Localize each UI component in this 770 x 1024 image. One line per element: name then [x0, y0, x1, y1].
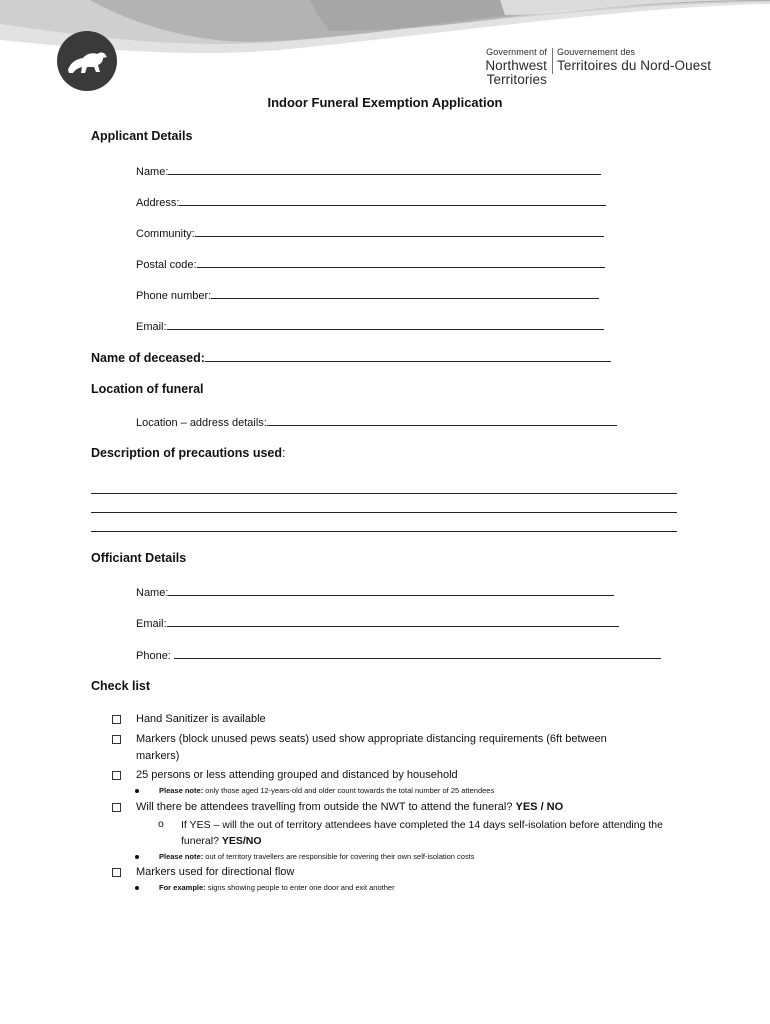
precautions-heading: [91, 446, 286, 460]
applicant-community-field[interactable]: [136, 226, 604, 240]
deceased-label: Name of deceased:: [91, 351, 205, 365]
deceased-field[interactable]: [91, 350, 611, 365]
officiant-email-label: Email:: [136, 618, 167, 630]
applicant-name-line[interactable]: [168, 164, 601, 175]
sub-bullet-o: o: [158, 818, 164, 830]
gov-fr-small: Gouvernement des: [557, 47, 636, 57]
note-isolation-costs: [159, 852, 475, 861]
checkbox-hand-sanitizer[interactable]: [112, 715, 121, 724]
officiant-phone-line[interactable]: [174, 648, 661, 659]
self-isolation-question-text: If YES – will the out of territory attendees have completed the 14 days self-isolation before attending the funeral?: [181, 819, 663, 847]
note-attendee-age-text: only those aged 12-years-old and older count towards the total number of 25 attendees: [203, 786, 495, 795]
check-item-directional-flow: Markers used for directional flow: [136, 866, 295, 878]
officiant-name-field[interactable]: [136, 585, 614, 599]
applicant-heading: Applicant Details: [91, 129, 193, 143]
check-item-travelling-attendees: [136, 799, 656, 816]
applicant-postal-line[interactable]: [197, 257, 605, 268]
applicant-email-label: Email:: [136, 321, 167, 333]
officiant-name-line[interactable]: [168, 585, 614, 596]
applicant-address-line[interactable]: [179, 195, 606, 206]
precautions-line-2[interactable]: [91, 512, 677, 513]
gov-en-wordmark: [425, 48, 547, 86]
gov-en-small: Government of: [486, 47, 547, 57]
note-attendee-age-bold: Please note:: [159, 786, 204, 795]
checklist-heading: Check list: [91, 679, 151, 693]
officiant-name-label: Name:: [136, 587, 169, 599]
note-example-bold: For example:: [159, 883, 206, 892]
wordmark-divider: [552, 48, 553, 74]
check-item-hand-sanitizer: Hand Sanitizer is available: [136, 713, 266, 725]
note-example-signs: [159, 883, 395, 892]
applicant-address-label: Address:: [136, 197, 180, 209]
checkbox-25-persons[interactable]: [112, 771, 121, 780]
officiant-heading: Officiant Details: [91, 551, 187, 565]
page-header: [0, 0, 770, 87]
page-title: Indoor Funeral Exemption Application: [267, 95, 503, 110]
gov-fr-big: Territoires du Nord-Ouest: [557, 58, 712, 73]
location-address-line[interactable]: [267, 415, 617, 426]
checkbox-markers-distancing[interactable]: [112, 735, 121, 744]
officiant-phone-field[interactable]: [136, 648, 661, 662]
precautions-heading-text: Description of precautions used: [91, 446, 283, 460]
travelling-yes-no[interactable]: YES / NO: [515, 801, 564, 813]
applicant-phone-line[interactable]: [211, 288, 599, 299]
precautions-line-3[interactable]: [91, 531, 677, 532]
applicant-community-label: Community:: [136, 228, 195, 240]
applicant-name-field[interactable]: [136, 164, 601, 178]
applicant-postal-label: Postal code:: [136, 259, 197, 271]
polar-bear-logo-icon: [56, 30, 118, 92]
precautions-line-1[interactable]: [91, 493, 677, 494]
precautions-heading-colon: :: [282, 446, 286, 460]
applicant-phone-field[interactable]: [136, 288, 599, 302]
bullet-dot: [135, 855, 139, 859]
note-attendee-age: [159, 786, 494, 795]
location-heading: Location of funeral: [91, 382, 204, 396]
officiant-phone-label: Phone:: [136, 650, 171, 662]
bullet-dot: [135, 789, 139, 793]
applicant-community-line[interactable]: [195, 226, 604, 237]
applicant-address-field[interactable]: [136, 195, 606, 209]
officiant-email-field[interactable]: [136, 616, 619, 630]
sub-item-self-isolation: [181, 817, 681, 849]
bullet-dot: [135, 886, 139, 890]
applicant-postal-field[interactable]: [136, 257, 605, 271]
applicant-name-label: Name:: [136, 166, 169, 178]
deceased-line[interactable]: [205, 350, 611, 362]
checkbox-travelling-attendees[interactable]: [112, 803, 121, 812]
location-address-field[interactable]: [136, 415, 617, 429]
travelling-question-text: Will there be attendees travelling from outside the NWT to attend the funeral?: [136, 801, 516, 813]
applicant-phone-label: Phone number:: [136, 290, 212, 302]
self-isolation-yes-no[interactable]: YES/NO: [221, 835, 262, 847]
gov-en-big: Northwest Territories: [485, 58, 547, 87]
note-isolation-costs-bold: Please note:: [159, 852, 204, 861]
location-address-label: Location – address details:: [136, 417, 267, 429]
note-example-text: signs showing people to enter one door and exit another: [205, 883, 395, 892]
officiant-email-line[interactable]: [167, 616, 619, 627]
note-isolation-costs-text: out of territory travellers are responsible for covering their own self-isolation costs: [203, 852, 475, 861]
applicant-email-field[interactable]: [136, 319, 604, 333]
applicant-email-line[interactable]: [167, 319, 604, 330]
checkbox-directional-flow[interactable]: [112, 868, 121, 877]
check-item-25-persons: 25 persons or less attending grouped and distanced by household: [136, 769, 458, 781]
check-item-markers-distancing: Markers (block unused pews seats) used show appropriate distancing requirements (6ft between markers): [136, 733, 607, 762]
gov-fr-wordmark: [557, 48, 711, 73]
